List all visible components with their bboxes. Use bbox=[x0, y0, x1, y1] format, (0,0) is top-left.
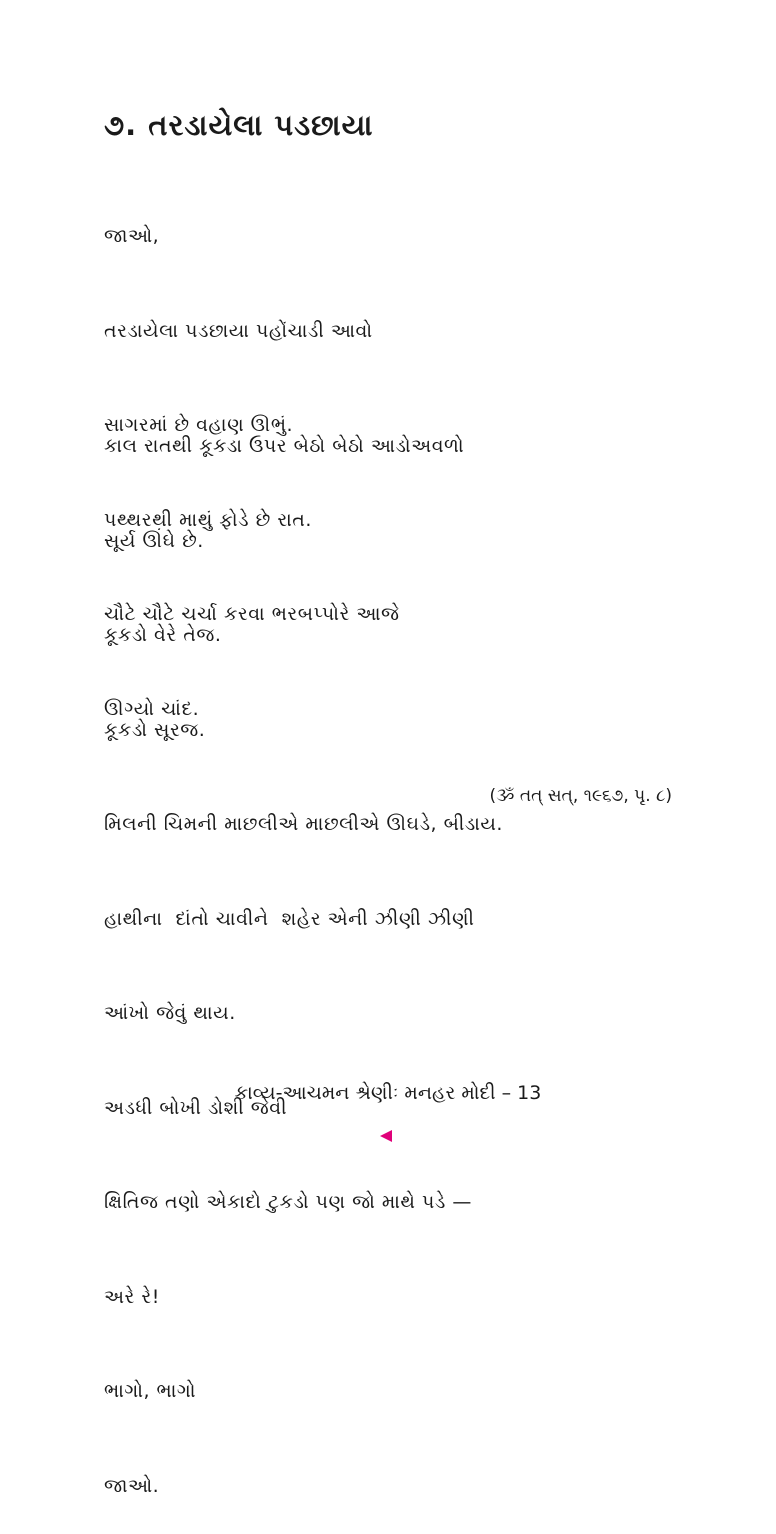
poem-line: ચૌટે ચૌટે ચર્ચા કરવા ભરબપ્પોરે આજે bbox=[104, 603, 400, 625]
poem-line: પથ્થરથી માથું ફોડે છે રાત. bbox=[104, 508, 312, 531]
left-triangle-icon[interactable] bbox=[380, 1130, 392, 1142]
poem-line: તરડાયેલા પડછાયા પહોંચાડી આવો bbox=[104, 319, 373, 342]
poem-line: કૂકડો વેરે તેજ. bbox=[104, 624, 222, 646]
poem-line: સૂર્ય ઊંઘે છે. bbox=[104, 529, 204, 552]
poem-line: ઊગ્યો ચાંદ. bbox=[104, 697, 200, 720]
page-footer: કાવ્ય-આચમન શ્રેણીઃ મનહર મોદી – 13 bbox=[234, 1082, 542, 1104]
poem-line: આંખો જેવું થાય. bbox=[104, 1002, 236, 1024]
poem-title: ૭. તરડાયેલા પડછાયા bbox=[104, 108, 374, 142]
poem-line: જાઓ, bbox=[104, 225, 160, 247]
poem-line: કાલ રાતથી કૂકડા ઉપર બેઠો બેઠો આડોઅવળો bbox=[104, 435, 465, 457]
poem-line: કૂકડો સૂરજ. bbox=[104, 718, 206, 741]
poem-line: અરે રે! bbox=[104, 1285, 160, 1308]
poem-line: ક્ષિતિજ તણો એકાદો ટુકડો પણ જો માથે પડે — bbox=[104, 1191, 472, 1213]
poem-line: સાગરમાં છે વહાણ ઊભું. bbox=[104, 414, 294, 436]
stanza-2 bbox=[104, 368, 503, 1534]
poem-line: મિલની ચિમની માછલીએ માછલીએ ઊઘડે, બીડાય. bbox=[104, 813, 503, 835]
poem-line: જાઓ. bbox=[104, 1474, 160, 1497]
poem-line: અડધી બોખી ડોશી જેવી bbox=[104, 1096, 287, 1119]
poem-line: ભાગો, ભાગો bbox=[104, 1380, 197, 1402]
source-citation: (ૐ તત્ સત્, ૧૯૬૭, પૃ. ૮) bbox=[489, 786, 672, 806]
poem-line: હાથીના દાંતો ચાવીને શહેર એની ઝીણી ઝીણી bbox=[104, 907, 475, 930]
